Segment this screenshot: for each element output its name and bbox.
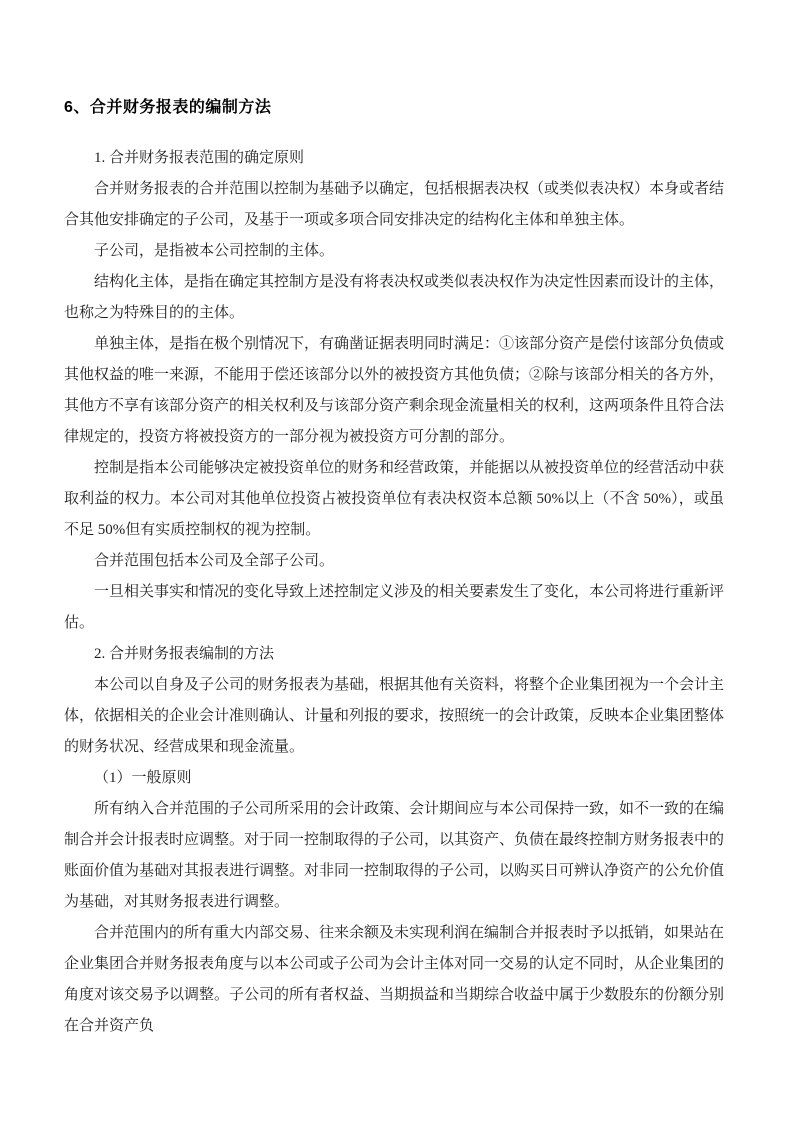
section-heading: 6、合并财务报表的编制方法 <box>64 99 272 116</box>
paragraph-control-definition: 控制是指本公司能够决定被投资单位的财务和经营政策，并能据以从被投资单位的经营活动中获取利益的权力。本公司对其他单位投资占被投资单位有表决权资本总额 50%以上（不含 50%），或虽不足 50%但有实质控制权的视为控制。 <box>64 460 725 538</box>
paragraph-scope-principle: 合并财务报表的合并范围以控制为基础予以确定，包括根据表决权（或类似表决权）本身或者结合其他安排确定的子公司，及基于一项或多项合同安排决定的结构化主体和单独主体。 <box>64 181 725 228</box>
paragraph-preparation-basis: 本公司以自身及子公司的财务报表为基础，根据其他有关资料，将整个企业集团视为一个会计主体，依据相关的企业会计准则确认、计量和列报的要求，按照统一的会计政策，反映本企业集团整体的财务状况、经营成果和现金流量。 <box>64 677 725 755</box>
paragraph-separate-entity-definition: 单独主体，是指在极个别情况下，有确凿证据表明同时满足：①该部分资产是偿付该部分负债或其他权益的唯一来源，不能用于偿还该部分以外的被投资方其他负债；②除与该部分相关的各方外，其他方不享有该部分资产的相关权利及与该部分资产剩余现金流量相关的权利，这两项条件且符合法律规定的，投资方将被投资方的一部分视为被投资方可分割的部分。 <box>64 336 725 445</box>
paragraph-subheading-2: 2. 合并财务报表编制的方法 <box>94 646 275 662</box>
paragraph-internal-transactions-elimination: 合并范围内的所有重大内部交易、往来余额及未实现利润在编制合并报表时予以抵销，如果站在企业集团合并财务报表角度与以本公司或子公司为会计主体对同一交易的认定不同时，从企业集团的角度对该交易予以调整。子公司的所有者权益、当期损益和当期综合收益中属于少数股东的份额分别在合并资产负 <box>64 925 725 1034</box>
paragraph-subheading-1: 1. 合并财务报表范围的确定原则 <box>94 150 305 166</box>
paragraph-accounting-policy-alignment: 所有纳入合并范围的子公司所采用的会计政策、会计期间应与本公司保持一致，如不一致的在编制合并会计报表时应调整。对于同一控制取得的子公司，以其资产、负债在最终控制方财务报表中的账面价值为基础对其报表进行调整。对非同一控制取得的子公司，以购买日可辨认净资产的公允价值为基础，对其财务报表进行调整。 <box>64 801 725 910</box>
paragraph-subsidiary-definition: 子公司，是指被本公司控制的主体。 <box>94 243 335 259</box>
paragraph-consolidation-scope: 合并范围包括本公司及全部子公司。 <box>94 553 335 569</box>
paragraph-structured-entity-definition: 结构化主体，是指在确定其控制方是没有将表决权或类似表决权作为决定性因素而设计的主体，也称之为特殊目的的主体。 <box>64 274 725 321</box>
paragraph-reassessment: 一旦相关事实和情况的变化导致上述控制定义涉及的相关要素发生了变化，本公司将进行重新评估。 <box>64 584 725 631</box>
paragraph-subheading-general-principles: （1）一般原则 <box>94 770 192 786</box>
